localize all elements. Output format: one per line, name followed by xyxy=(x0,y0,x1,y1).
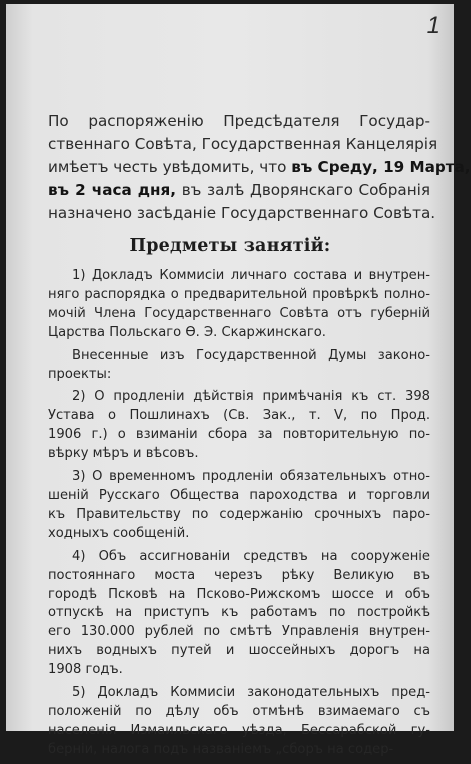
document-page xyxy=(6,4,471,757)
agenda-item-line: 3) О временномъ продленіи обязательныхъ отно- xyxy=(72,469,430,485)
agenda-item-line: населенія Измаильскаго уѣзда, Бессарабской гу- xyxy=(48,722,430,738)
agenda-item-line: мочій Члена Государственнаго Совѣта отъ губерній xyxy=(48,305,430,321)
notice-line-text: имѣетъ честь увѣдомить, что xyxy=(48,158,287,176)
agenda-item-line: положеній по дѣлу объ отмѣнѣ взимаемаго съ xyxy=(48,703,430,719)
agenda-list xyxy=(48,267,430,764)
agenda-item-line: 4) Объ ассигнованіи средствъ на сооруженіе xyxy=(72,548,430,564)
meeting-notice xyxy=(48,110,471,225)
meeting-place: въ залѣ Дворянскаго Собранія xyxy=(181,181,430,199)
meeting-date: въ Среду, 19 Марта, xyxy=(291,158,471,176)
agenda-item-line: постояннаго моста черезъ рѣку Великую въ xyxy=(48,567,430,583)
agenda-item xyxy=(48,388,430,464)
agenda-heading: Предметы занятій: xyxy=(129,236,331,256)
agenda-item-line: няго распорядка о предварительной провѣркѣ полно- xyxy=(48,286,430,302)
agenda-item xyxy=(48,347,430,385)
agenda-item xyxy=(48,548,430,680)
agenda-item-line: Внесенные изъ Государственной Думы законо- xyxy=(72,347,430,363)
notice-line: ственнаго Совѣта, Государственная Канцелярія xyxy=(48,135,438,153)
agenda-item-line: ходныхъ сообщеній. xyxy=(48,525,190,541)
page-number: 1 xyxy=(426,12,440,39)
agenda-item-line: городѣ Псковѣ на Псково-Рижскомъ шоссе и объ xyxy=(48,586,430,602)
agenda-item-line: берніи, налога подъ названіемъ „сборъ на содер- xyxy=(48,741,394,757)
notice-line xyxy=(48,179,430,202)
notice-line: По распоряженію Предсѣдателя Государ- xyxy=(48,112,430,130)
agenda-item xyxy=(48,684,430,760)
agenda-item-line: вѣрку мѣръ и вѣсовъ. xyxy=(48,446,199,462)
agenda-item-line: 1) Докладъ Коммисіи личнаго состава и внутрен- xyxy=(72,268,430,283)
agenda-item-line: шеній Русскаго Общества пароходства и торговли xyxy=(48,487,430,503)
agenda-item-line: 1908 годъ. xyxy=(48,662,123,678)
notice-line: назначено засѣданіе Государственнаго Совѣта. xyxy=(48,204,436,222)
notice-line xyxy=(48,156,471,179)
agenda-item xyxy=(48,468,430,544)
agenda-item-line: къ Правительству по содержанію срочныхъ паро- xyxy=(48,506,430,522)
agenda-item-line: его 130.000 рублей по смѣтѣ Управленія внутрен- xyxy=(48,624,430,640)
agenda-item-line: 1906 г.) о взиманіи сбора за повторительную по- xyxy=(48,427,430,443)
agenda-item-line: отпускѣ на приступъ къ работамъ по постройкѣ xyxy=(48,605,430,621)
agenda-item-line: нихъ водныхъ путей и шоссейныхъ дорогъ на xyxy=(48,643,430,659)
agenda-item-line: 2) О продленіи дѣйствія примѣчанія къ ст. 398 xyxy=(72,389,430,405)
meeting-time: въ 2 часа дня, xyxy=(48,181,177,199)
agenda-item-line: проекты: xyxy=(48,366,112,382)
agenda-item xyxy=(48,267,430,343)
agenda-item-line: Царства Польскаго Ѳ. Э. Скаржинскаго. xyxy=(48,324,326,340)
agenda-item-line: 5) Докладъ Коммисіи законодательныхъ пред- xyxy=(72,685,430,701)
agenda-item-line: Устава о Пошлинахъ (Св. Зак., т. V, по Прод. xyxy=(48,408,430,424)
